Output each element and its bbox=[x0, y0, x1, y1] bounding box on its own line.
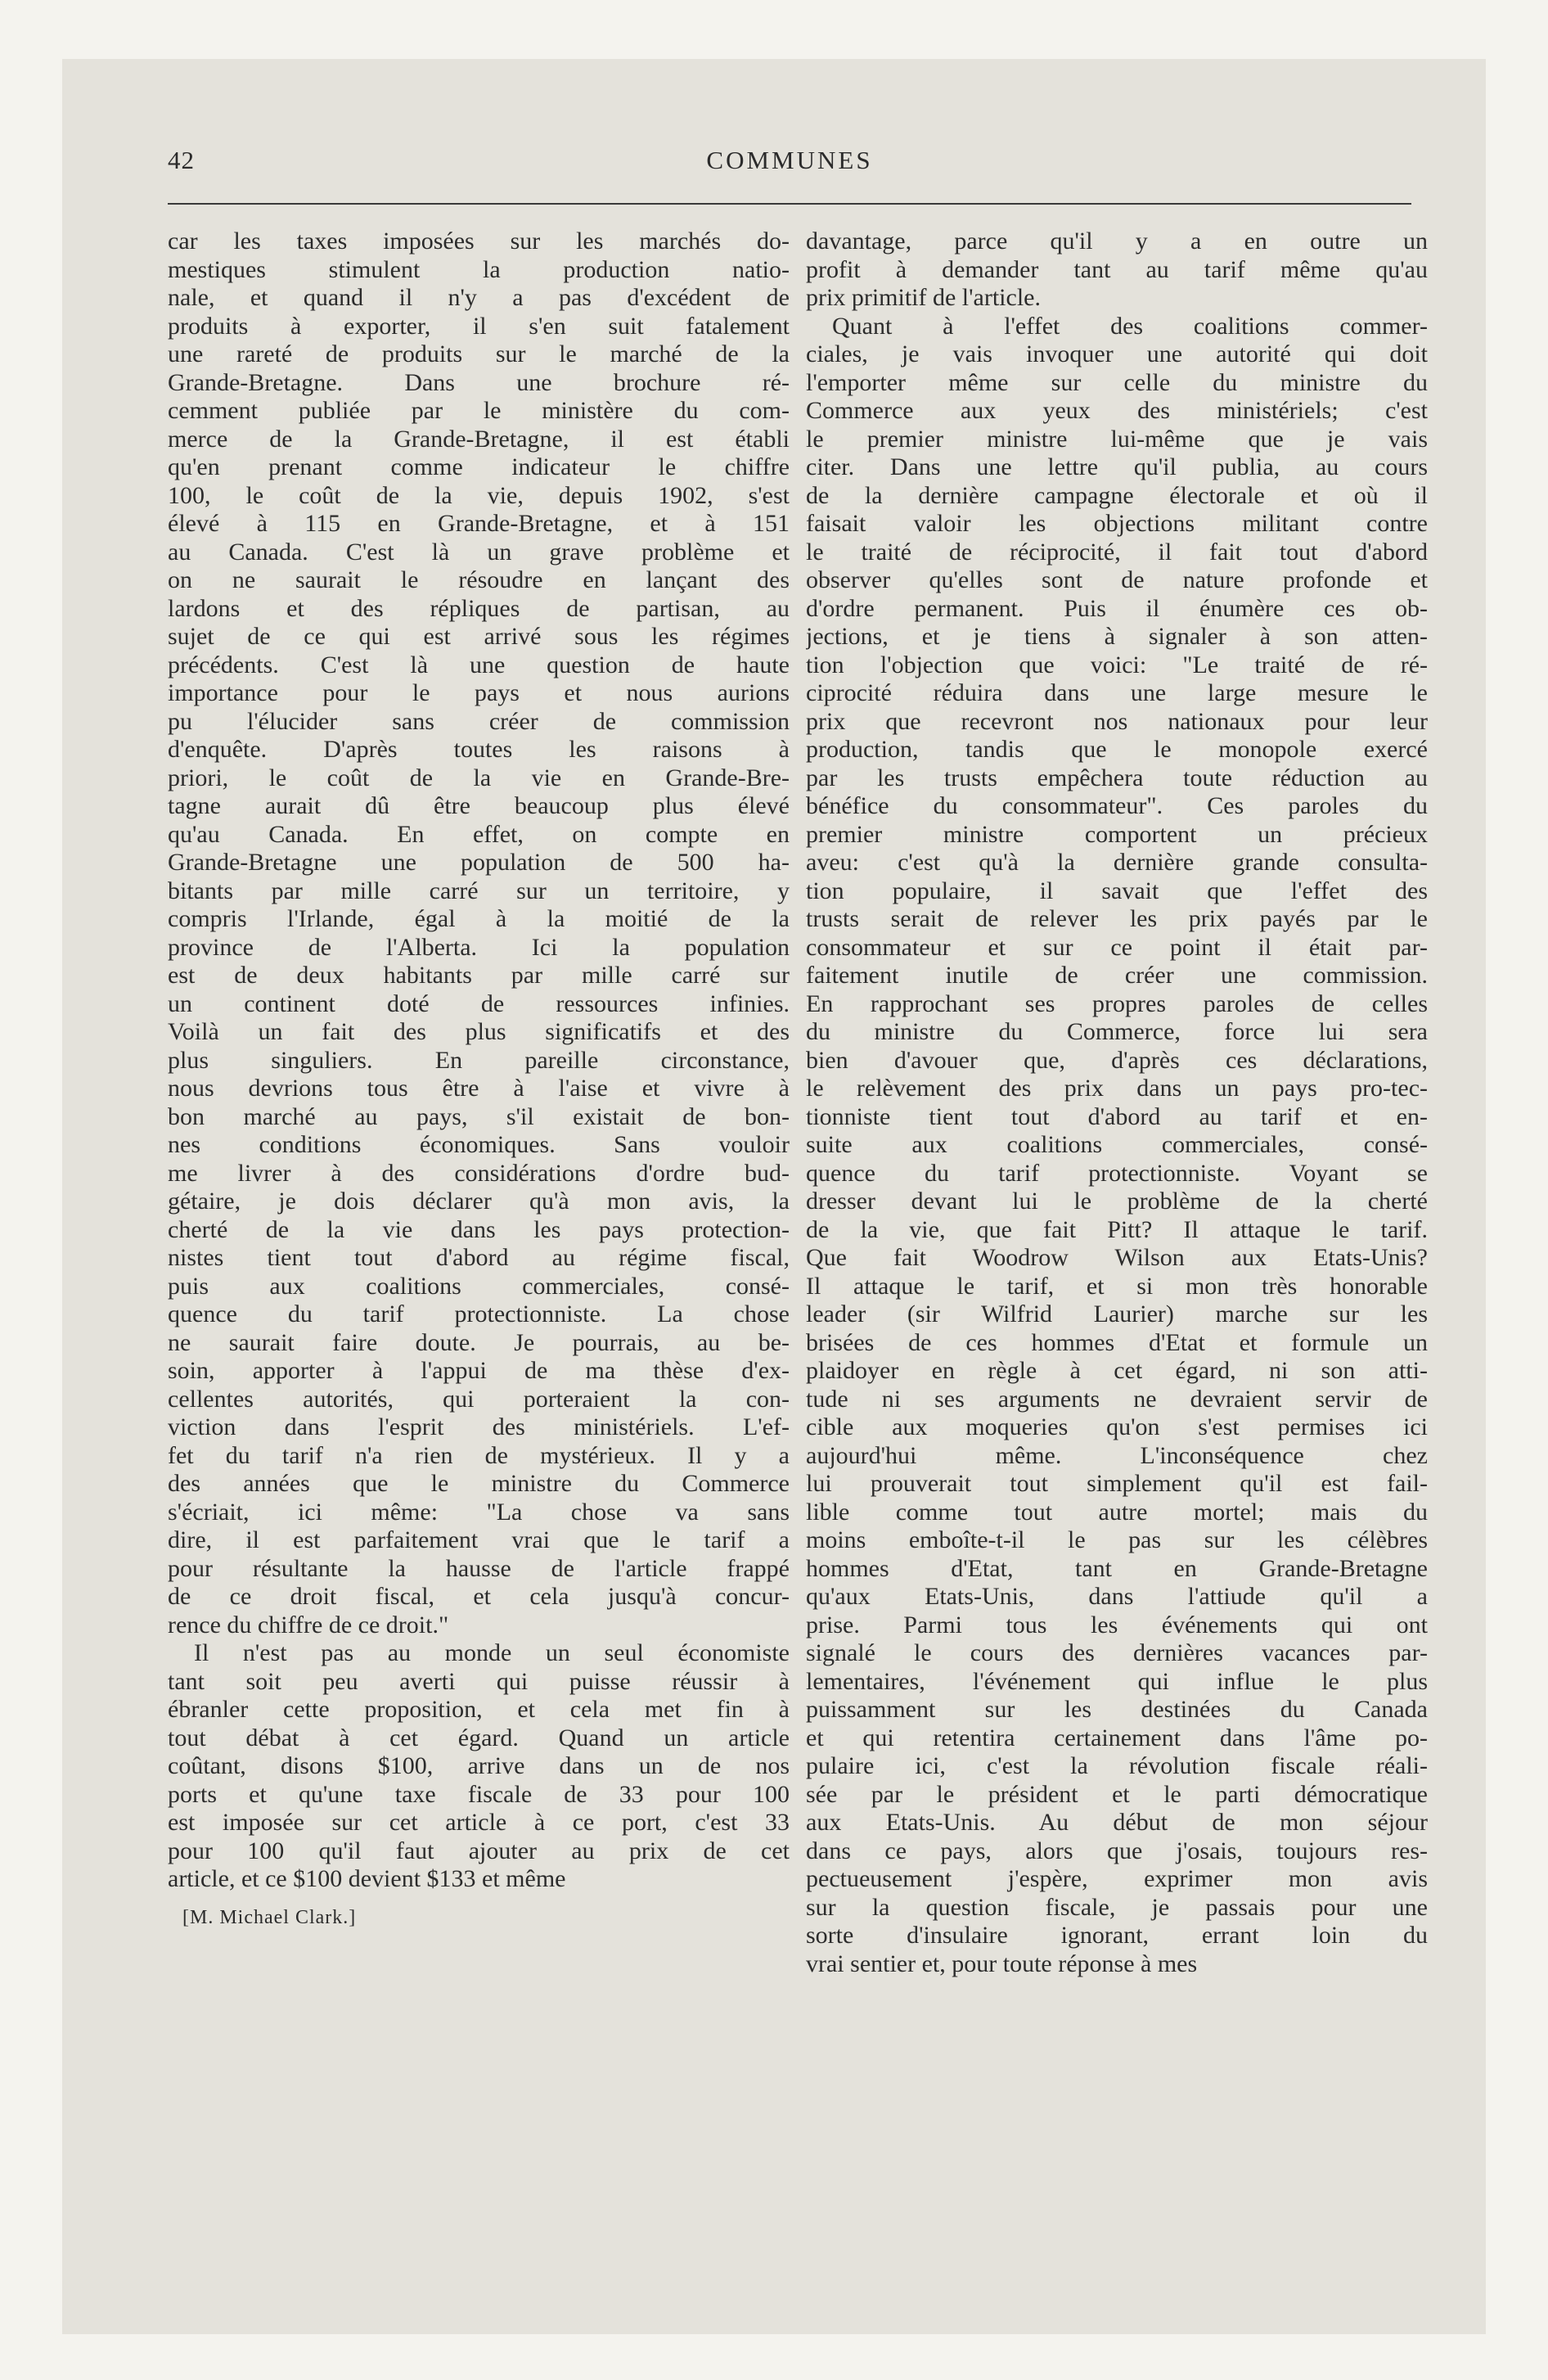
text-line: le premier ministre lui-même que je vais bbox=[806, 425, 1428, 453]
text-line: un continent doté de ressources infinies. bbox=[168, 989, 790, 1017]
page-number: 42 bbox=[168, 146, 195, 174]
text-line: produits à exporter, il s'en suit fatalement bbox=[168, 312, 790, 340]
text-line: Il attaque le tarif, et si mon très honorable bbox=[806, 1272, 1428, 1300]
text-line: pour résultante la hausse de l'article frappé bbox=[168, 1554, 790, 1582]
text-line: pulaire ici, c'est la révolution fiscale réali- bbox=[806, 1752, 1428, 1779]
text-line: lementaires, l'événement qui influe le plus bbox=[806, 1667, 1428, 1695]
text-line: soin, apporter à l'appui de ma thèse d'ex- bbox=[168, 1357, 790, 1384]
text-line: dresser devant lui le problème de la cherté bbox=[806, 1188, 1428, 1215]
text-line: production, tandis que le monopole exercé bbox=[806, 736, 1428, 763]
text-line: plaidoyer en règle à cet égard, ni son atti- bbox=[806, 1357, 1428, 1384]
text-line: En rapprochant ses propres paroles de celles bbox=[806, 989, 1428, 1017]
text-line: tion l'objection que voici: "Le traité de ré- bbox=[806, 651, 1428, 678]
text-line: puissamment sur les destinées du Canada bbox=[806, 1696, 1428, 1723]
text-line: pour 100 qu'il faut ajouter au prix de cet bbox=[168, 1837, 790, 1864]
text-line: trusts serait de relever les prix payés par le bbox=[806, 905, 1428, 932]
text-line: cellentes autorités, qui porteraient la con- bbox=[168, 1385, 790, 1413]
text-line: qu'au Canada. En effet, on compte en bbox=[168, 820, 790, 848]
text-line: moins emboîte-t-il le pas sur les célèbres bbox=[806, 1526, 1428, 1553]
text-line: de la dernière campagne électorale et où il bbox=[806, 481, 1428, 509]
text-line: lui prouverait tout simplement qu'il est fail- bbox=[806, 1470, 1428, 1497]
text-line: rence du chiffre de ce droit." bbox=[168, 1611, 449, 1639]
text-line: faitement inutile de créer une commission. bbox=[806, 962, 1428, 989]
text-line: tion populaire, il savait que l'effet des bbox=[806, 877, 1428, 904]
text-line: davantage, parce qu'il y a en outre un bbox=[806, 228, 1428, 255]
text-line: viction dans l'esprit des ministériels. L'ef- bbox=[168, 1413, 790, 1440]
text-line: est de deux habitants par mille carré sur bbox=[168, 962, 790, 989]
text-line: sur la question fiscale, je passais pour une bbox=[806, 1893, 1428, 1921]
text-line: aujourd'hui même. L'inconséquence chez bbox=[806, 1441, 1428, 1469]
text-line: importance pour le pays et nous aurions bbox=[168, 679, 790, 706]
text-line: d'enquête. D'après toutes les raisons à bbox=[168, 736, 790, 763]
text-line: ne saurait faire doute. Je pourrais, au be- bbox=[168, 1328, 790, 1356]
text-line: quence du tarif protectionniste. La chose bbox=[168, 1300, 790, 1327]
text-line: s'écriait, ici même: "La chose va sans bbox=[168, 1498, 790, 1526]
text-line: nistes tient tout d'abord au régime fiscal, bbox=[168, 1244, 790, 1271]
text-line: ports et qu'une taxe fiscale de 33 pour 100 bbox=[168, 1780, 790, 1808]
text-line: Que fait Woodrow Wilson aux Etats-Unis? bbox=[806, 1244, 1428, 1271]
text-line: dans ce pays, alors que j'osais, toujours res- bbox=[806, 1837, 1428, 1864]
text-line: ciales, je vais invoquer une autorité qui doit bbox=[806, 340, 1428, 367]
text-line: ébranler cette proposition, et cela met fin à bbox=[168, 1696, 790, 1723]
text-line: Grande-Bretagne une population de 500 ha- bbox=[168, 849, 790, 876]
text-line: bon marché au pays, s'il existait de bon- bbox=[168, 1102, 790, 1130]
text-line: cherté de la vie dans les pays protection- bbox=[168, 1215, 790, 1243]
text-line: plus singuliers. En pareille circonstance, bbox=[168, 1046, 790, 1074]
text-line: prix primitif de l'article. bbox=[806, 284, 1041, 311]
text-line: car les taxes imposées sur les marchés do- bbox=[168, 228, 790, 255]
running-title: COMMUNES bbox=[706, 146, 873, 174]
text-line: prise. Parmi tous les événements qui ont bbox=[806, 1611, 1428, 1639]
text-line: Il n'est pas au monde un seul économiste bbox=[194, 1639, 790, 1666]
speaker-signature: [M. Michael Clark.] bbox=[182, 1906, 357, 1928]
text-line: une rareté de produits sur le marché de la bbox=[168, 340, 790, 367]
text-line: 100, le coût de la vie, depuis 1902, s'est bbox=[168, 481, 790, 509]
text-line: lible comme tout autre mortel; mais du bbox=[806, 1498, 1428, 1526]
text-line: nes conditions économiques. Sans vouloir bbox=[168, 1131, 790, 1158]
text-line: observer qu'elles sont de nature profonde et bbox=[806, 566, 1428, 593]
text-line: est imposée sur cet article à ce port, c'est 33 bbox=[168, 1809, 790, 1836]
text-line: brisées de ces hommes d'Etat et formule un bbox=[806, 1328, 1428, 1356]
text-line: profit à demander tant au tarif même qu'au bbox=[806, 255, 1428, 283]
text-line: tagne aurait dû être beaucoup plus élevé bbox=[168, 792, 790, 819]
text-line: élevé à 115 en Grande-Bretagne, et à 151 bbox=[168, 510, 790, 537]
text-line: fet du tarif n'a rien de mystérieux. Il y a bbox=[168, 1441, 790, 1469]
text-line: article, et ce $100 devient $133 et même bbox=[168, 1865, 566, 1892]
text-line: signalé le cours des dernières vacances par- bbox=[806, 1639, 1428, 1666]
header-rule bbox=[168, 203, 1411, 205]
text-line: le traité de réciprocité, il fait tout d'abord bbox=[806, 538, 1428, 566]
text-line: hommes d'Etat, tant en Grande-Bretagne bbox=[806, 1554, 1428, 1582]
text-line: leader (sir Wilfrid Laurier) marche sur les bbox=[806, 1300, 1428, 1327]
text-line: pectueusement j'espère, exprimer mon avis bbox=[806, 1865, 1428, 1892]
text-line: jections, et je tiens à signaler à son atten- bbox=[806, 623, 1428, 650]
text-line: Voilà un fait des plus significatifs et des bbox=[168, 1018, 790, 1045]
text-line: coûtant, disons $100, arrive dans un de nos bbox=[168, 1752, 790, 1779]
text-line: lardons et des répliques de partisan, au bbox=[168, 594, 790, 622]
text-line: mestiques stimulent la production natio- bbox=[168, 255, 790, 283]
text-line: priori, le coût de la vie en Grande-Bre- bbox=[168, 764, 790, 791]
text-line: tant soit peu averti qui puisse réussir à bbox=[168, 1667, 790, 1695]
text-line: bien d'avouer que, d'après ces déclarations, bbox=[806, 1046, 1428, 1074]
text-line: quence du tarif protectionniste. Voyant se bbox=[806, 1159, 1428, 1187]
text-line: gétaire, je dois déclarer qu'à mon avis, la bbox=[168, 1188, 790, 1215]
text-line: puis aux coalitions commerciales, consé- bbox=[168, 1272, 790, 1300]
text-line: Grande-Bretagne. Dans une brochure ré- bbox=[168, 368, 790, 396]
text-line: aveu: c'est qu'à la dernière grande consulta- bbox=[806, 849, 1428, 876]
text-line: des années que le ministre du Commerce bbox=[168, 1470, 790, 1497]
text-line: citer. Dans une lettre qu'il publia, au cours bbox=[806, 453, 1428, 480]
text-line: premier ministre comportent un précieux bbox=[806, 820, 1428, 848]
text-line: Quant à l'effet des coalitions commer- bbox=[832, 312, 1428, 340]
text-line: me livrer à des considérations d'ordre bud- bbox=[168, 1159, 790, 1187]
text-line: aux Etats-Unis. Au début de mon séjour bbox=[806, 1809, 1428, 1836]
text-line: vrai sentier et, pour toute réponse à mes bbox=[806, 1950, 1198, 1977]
text-line: du ministre du Commerce, force lui sera bbox=[806, 1018, 1428, 1045]
text-line: Commerce aux yeux des ministériels; c'est bbox=[806, 397, 1428, 424]
text-line: de ce droit fiscal, et cela jusqu'à concur- bbox=[168, 1583, 790, 1610]
text-line: nous devrions tous être à l'aise et vivre à bbox=[168, 1075, 790, 1102]
text-line: province de l'Alberta. Ici la population bbox=[168, 933, 790, 961]
text-line: dire, il est parfaitement vrai que le tarif a bbox=[168, 1526, 790, 1553]
text-line: sujet de ce qui est arrivé sous les régimes bbox=[168, 623, 790, 650]
text-line: le relèvement des prix dans un pays pro-tec- bbox=[806, 1075, 1428, 1102]
page-header bbox=[168, 146, 1411, 182]
text-line: qu'aux Etats-Unis, dans l'attiude qu'il a bbox=[806, 1583, 1428, 1610]
text-line: compris l'Irlande, égal à la moitié de la bbox=[168, 905, 790, 932]
text-line: cible aux moqueries qu'on s'est permises ici bbox=[806, 1413, 1428, 1440]
text-line: nale, et quand il n'y a pas d'excédent de bbox=[168, 284, 790, 311]
text-line: par les trusts empêchera toute réduction au bbox=[806, 764, 1428, 791]
text-line: tionniste tient tout d'abord au tarif et en- bbox=[806, 1102, 1428, 1130]
text-line: prix que recevront nos nationaux pour leur bbox=[806, 707, 1428, 735]
text-line: tout débat à cet égard. Quand un article bbox=[168, 1724, 790, 1751]
text-line: et qui retentira certainement dans l'âme po- bbox=[806, 1724, 1428, 1751]
text-line: pu l'élucider sans créer de commission bbox=[168, 707, 790, 735]
text-line: au Canada. C'est là un grave problème et bbox=[168, 538, 790, 566]
right-column bbox=[806, 228, 1428, 1978]
text-line: d'ordre permanent. Puis il énumère ces ob- bbox=[806, 594, 1428, 622]
text-line: qu'en prenant comme indicateur le chiffre bbox=[168, 453, 790, 480]
text-line: ciprocité réduira dans une large mesure le bbox=[806, 679, 1428, 706]
text-line: on ne saurait le résoudre en lançant des bbox=[168, 566, 790, 593]
text-line: faisait valoir les objections militant contre bbox=[806, 510, 1428, 537]
text-line: suite aux coalitions commerciales, consé- bbox=[806, 1131, 1428, 1158]
text-line: bénéfice du consommateur". Ces paroles du bbox=[806, 792, 1428, 819]
text-line: merce de la Grande-Bretagne, il est établi bbox=[168, 425, 790, 453]
text-line: l'emporter même sur celle du ministre du bbox=[806, 368, 1428, 396]
text-line: sée par le président et le parti démocratique bbox=[806, 1780, 1428, 1808]
text-line: cemment publiée par le ministère du com- bbox=[168, 397, 790, 424]
text-line: bitants par mille carré sur un territoire, y bbox=[168, 877, 790, 904]
text-line: consommateur et sur ce point il était par- bbox=[806, 933, 1428, 961]
text-line: tude ni ses arguments ne devraient servir de bbox=[806, 1385, 1428, 1413]
text-line: précédents. C'est là une question de haute bbox=[168, 651, 790, 678]
left-column bbox=[168, 228, 790, 1930]
text-line: sorte d'insulaire ignorant, errant loin du bbox=[806, 1922, 1428, 1949]
text-line: de la vie, que fait Pitt? Il attaque le tarif. bbox=[806, 1215, 1428, 1243]
